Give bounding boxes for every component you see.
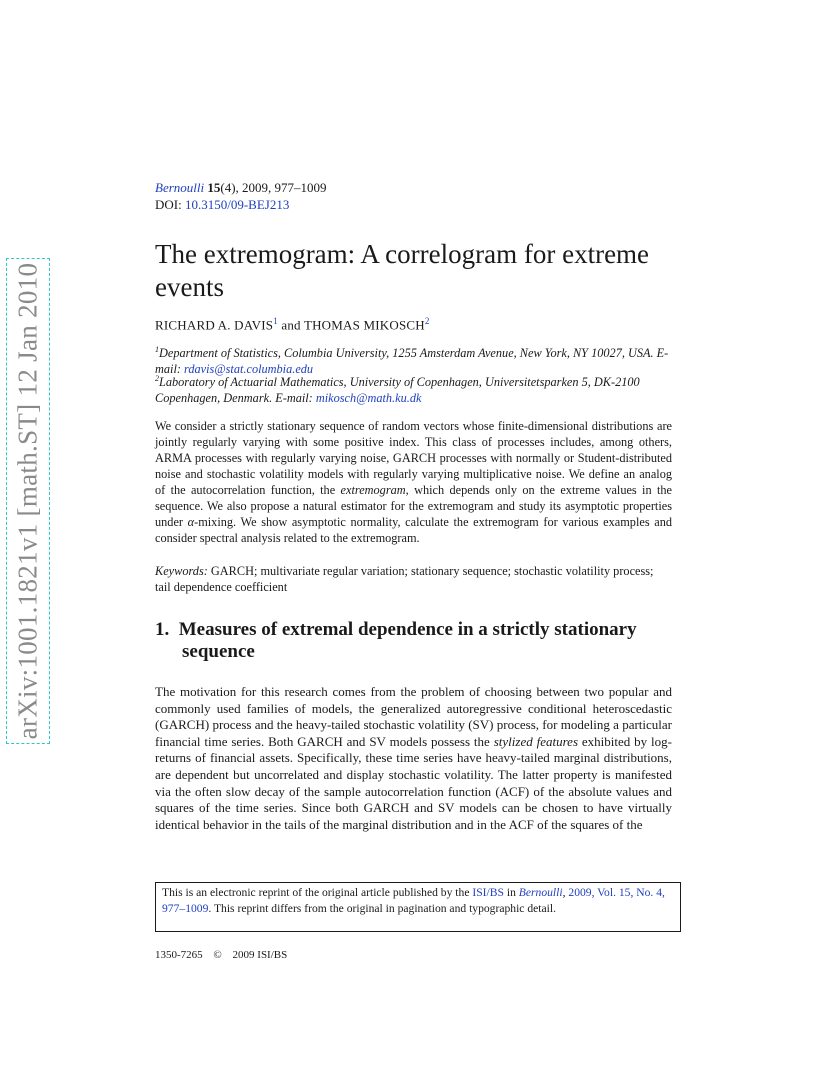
abstract-text: We consider a strictly stationary sequence of random vectors whose finite-dimensional distributions are jointly regularly varying with some positive index. This class of processes includes, among others, ARMA processes with regularly varying noise, GARCH processes with normally or Student-distributed noise and stochastic volatility models with regularly varying multiplicative noise. We define an analog of the autocorrelation function, the: [155, 419, 672, 497]
issn: 1350-7265: [155, 949, 203, 961]
body-text: The motivation for this research comes from the problem of choosing between two popular and commonly used families of models, the generalized autoregressive conditional heteroscedastic (GARCH) process and the heavy-tailed stochastic volatility (SV) process, for modeling a particular financial time series. Both GARCH and SV models possess the: [155, 684, 672, 749]
section-number: 1.: [155, 619, 170, 640]
copyright-symbol: ©: [213, 949, 222, 961]
journal-link[interactable]: Bernoulli: [518, 886, 563, 899]
section-title: Measures of extremal dependence in a strictly stationary sequence: [178, 619, 637, 662]
reprint-notice: [155, 882, 681, 932]
abstract-term: extremogram: [340, 483, 406, 497]
reprint-text: . This reprint differs from the original in pagination and typographic detail.: [208, 901, 556, 915]
citation-link[interactable]: 2009, Vol. 15, No. 4, 977–1009: [162, 886, 665, 915]
journal-link[interactable]: Bernoulli: [155, 180, 205, 195]
affiliation-mark: 1: [155, 345, 159, 354]
author-conjunction: and: [281, 317, 301, 333]
abstract: [155, 418, 672, 546]
alpha-symbol: α: [187, 515, 195, 529]
body-paragraph: [155, 684, 672, 833]
reprint-text: ,: [562, 886, 566, 899]
doi-line: [155, 197, 289, 213]
section-heading: [155, 619, 702, 663]
body-text: exhibited by log-returns of financial assets. Specifically, these time series have heavy-tailed marginal distributions, are dependent but uncorrelated and display stochastic volatility. The latter property is manifested via the often slow decay of the sample autocorrelation function (ACF) of the absolute values and squares of the time series. Since both GARCH and SV models can be chosen to have virtually identical behavior in the tails of the marginal distribution and in the ACF of the squares of the: [155, 733, 673, 832]
author-affiliation-mark[interactable]: 2: [424, 316, 430, 326]
author-affiliation-mark[interactable]: 1: [273, 316, 278, 326]
publisher-link[interactable]: ISI/BS: [472, 886, 504, 899]
affiliation-text: Laboratory of Actuarial Mathematics, University of Copenhagen, Universitetsparken 5, DK-2100 Copenhagen, Denmark. E-mail:: [155, 375, 640, 406]
paper-title: The extremogram: A correlogram for extreme events: [155, 239, 650, 302]
keywords: [155, 563, 672, 595]
reprint-text: This is an electronic reprint of the original article published by the: [162, 886, 470, 899]
journal-citation: [155, 180, 327, 196]
abstract-text: -mixing. We show asymptotic normality, calculate the extremogram for various examples and consider spectral analysis related to the extremogram.: [155, 515, 672, 545]
arxiv-stamp-text: arXiv:1001.1821v1 [math.ST] 12 Jan 2010: [12, 262, 43, 740]
author-name: RICHARD A. DAVIS: [155, 317, 274, 333]
keywords-text: GARCH; multivariate regular variation; stationary sequence; stochastic volatility process; tail dependence coefficient: [155, 564, 654, 594]
affiliation-mark: 2: [155, 374, 159, 383]
copyright-line: [155, 949, 295, 961]
affiliation: [155, 371, 675, 406]
body-emphasis: stylized features: [493, 733, 579, 749]
author-list: [155, 316, 430, 333]
journal-issue-pages: (4), 2009, 977–1009: [220, 180, 327, 195]
doi-link[interactable]: 10.3150/09-BEJ213: [184, 197, 290, 212]
copyright-text: 2009 ISI/BS: [232, 949, 288, 961]
email-link[interactable]: mikosch@math.ku.dk: [315, 391, 422, 406]
author-name: THOMAS MIKOSCH: [303, 317, 425, 333]
email-link[interactable]: rdavis@stat.columbia.edu: [184, 362, 314, 377]
arxiv-stamp[interactable]: [6, 258, 50, 744]
keywords-label: Keywords:: [155, 564, 208, 578]
reprint-text: in: [506, 886, 516, 899]
doi-label: DOI:: [155, 197, 182, 212]
journal-volume: 15: [207, 180, 221, 195]
abstract-text: , which depends only on the extreme values in the sequence. We also propose a natural estimator for the extremogram and study its asymptotic properties under: [155, 483, 672, 529]
affiliation-text: Department of Statistics, Columbia University, 1255 Amsterdam Avenue, New York, NY 10027, USA. E-mail:: [155, 346, 669, 377]
